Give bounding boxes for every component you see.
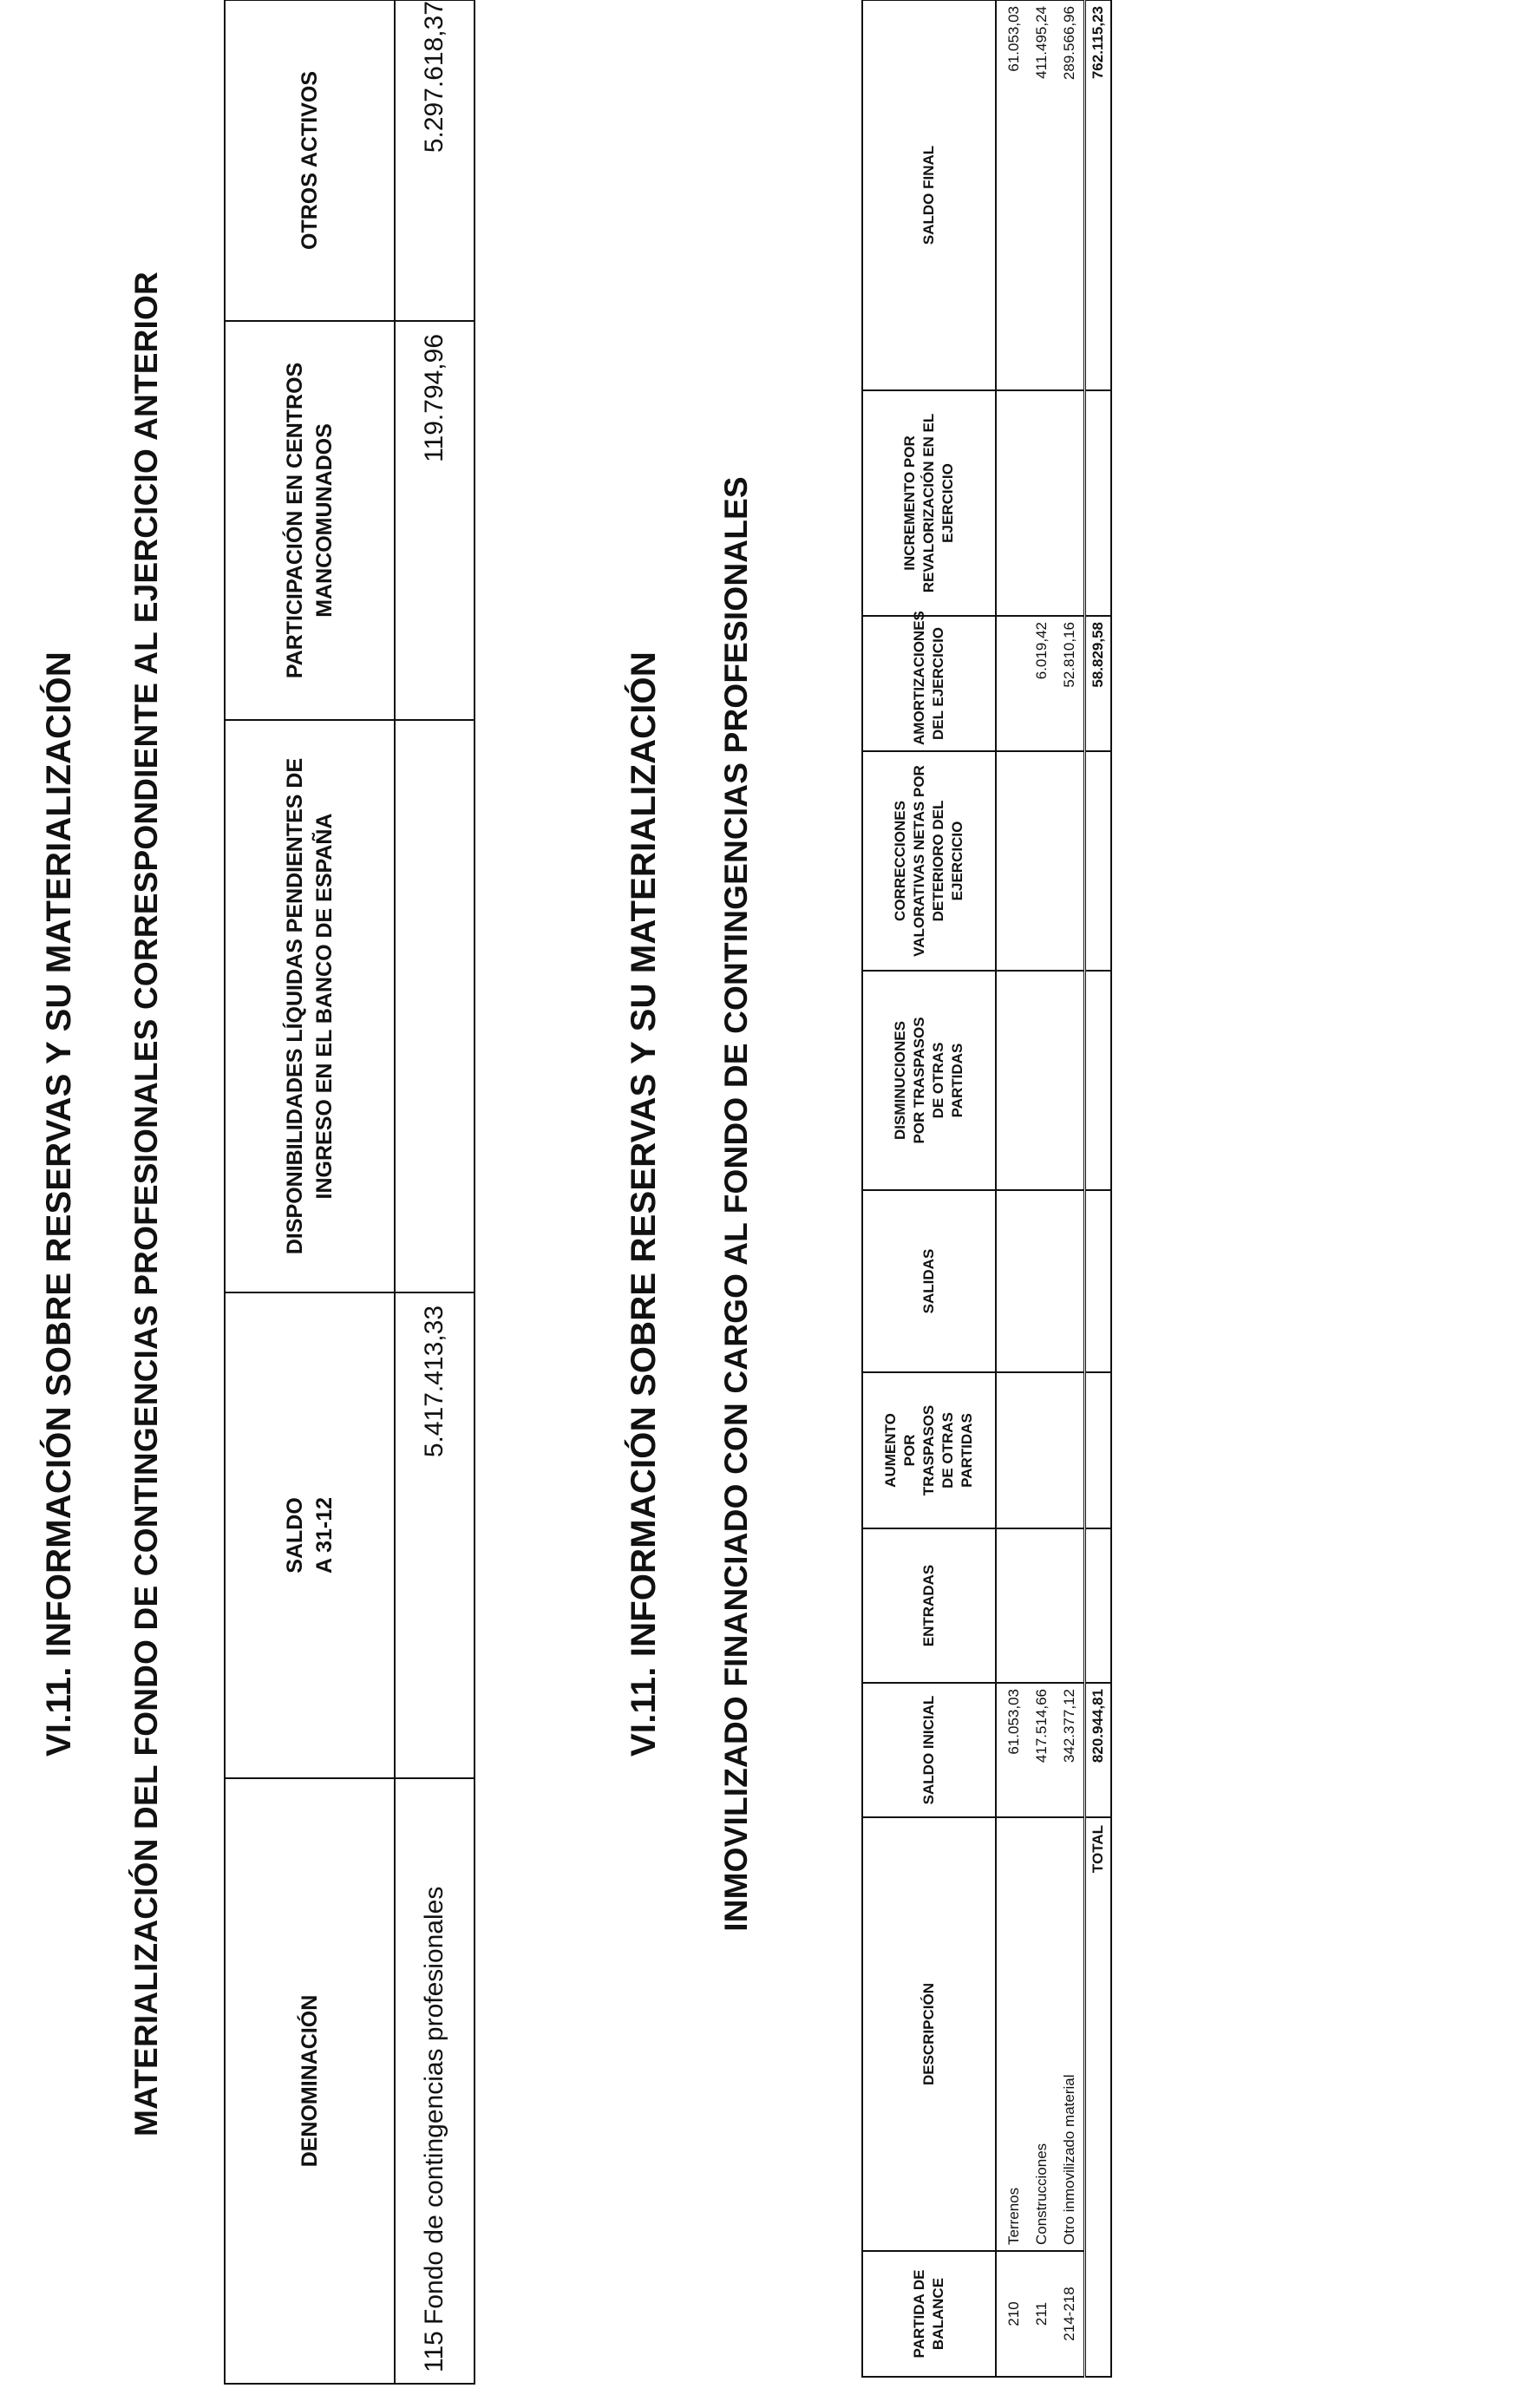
header-correcciones: CORRECCIONES VALORATIVAS NETAS POR DETERIORO DEL EJERCICIO (862, 751, 996, 971)
cell-saldo-inicial: 342.377,12 (1056, 1683, 1085, 1817)
cell-disminuciones (996, 971, 1028, 1190)
section2-subtitle: INMOVILIZADO FINANCIADO CON CARGO AL FONDO DE CONTINGENCIAS PROFESIONALES (718, 476, 754, 1932)
fixed-assets-table (861, 0, 1112, 2378)
section1-title: VI.11. INFORMACIÓN SOBRE RESERVAS Y SU MATERIALIZACIÓN (40, 651, 78, 1757)
row-name: Fondo de contingencias profesionales (395, 1778, 474, 2332)
cell-correcciones (996, 751, 1028, 971)
cell-disminuciones (1028, 971, 1056, 1190)
header-amortizaciones: AMORTIZACIONES DEL EJERCICIO (862, 616, 996, 751)
total-disminuciones (1085, 971, 1112, 1190)
cell-amortizaciones: 52.810,16 (1056, 616, 1085, 751)
total-aumento (1085, 1372, 1112, 1528)
header-saldo-final: SALDO FINAL (862, 0, 996, 390)
header-disminuciones: DISMINUCIONES POR TRASPASOS DE OTRAS PARTIDAS (862, 971, 996, 1190)
cell-disminuciones (1056, 971, 1085, 1190)
cell-saldo-final: 61.053,03 (996, 0, 1028, 390)
total-saldo-inicial: 820.944,81 (1085, 1683, 1112, 1817)
header-otros-activos: OTROS ACTIVOS (225, 0, 395, 321)
header-incremento: INCREMENTO POR REVALORIZACIÓN EN EL EJERCICIO (862, 390, 996, 616)
row-participacion: 119.794,96 (395, 321, 474, 720)
header-disponibilidades: DISPONIBILIDADES LÍQUIDAS PENDIENTES DE INGRESO EN EL BANCO DE ESPAÑA (225, 720, 395, 1292)
cell-descripcion: Construcciones (1028, 1817, 1056, 2251)
cell-entradas (1028, 1528, 1056, 1683)
cell-entradas (996, 1528, 1028, 1683)
row-saldo: 5.417.413,33 (395, 1292, 474, 1778)
total-row (1085, 0, 1112, 2377)
header-saldo: SALDO A 31-12 (225, 1292, 395, 1778)
table-header-row (225, 0, 395, 2384)
cell-aumento (996, 1372, 1028, 1528)
row-disponibilidades (395, 720, 474, 1292)
table-header-row (862, 0, 996, 2377)
cell-entradas (1056, 1528, 1085, 1683)
header-participacion: PARTICIPACIÓN EN CENTROS MANCOMUNADOS (225, 321, 395, 720)
cell-amortizaciones (996, 616, 1028, 751)
header-salidas: SALIDAS (862, 1190, 996, 1372)
cell-partida: 211 (1028, 2251, 1056, 2377)
cell-salidas (996, 1190, 1028, 1372)
total-correcciones (1085, 751, 1112, 971)
table-row (1056, 0, 1085, 2377)
row-code: 115 (395, 2332, 474, 2384)
cell-incremento (1056, 390, 1085, 616)
cell-saldo-final: 411.495,24 (1028, 0, 1056, 390)
cell-salidas (1028, 1190, 1056, 1372)
header-denominacion: DENOMINACIÓN (225, 1778, 395, 2384)
cell-salidas (1056, 1190, 1085, 1372)
header-saldo-inicial: SALDO INICIAL (862, 1683, 996, 1817)
cell-partida: 210 (996, 2251, 1028, 2377)
total-entradas (1085, 1528, 1112, 1683)
cell-partida: 214-218 (1056, 2251, 1085, 2377)
cell-incremento (1028, 390, 1056, 616)
header-partida: PARTIDA DE BALANCE (862, 2251, 996, 2377)
total-amortizaciones: 58.829,58 (1085, 616, 1112, 751)
cell-correcciones (1028, 751, 1056, 971)
table-row (996, 0, 1028, 2377)
table-row (1028, 0, 1056, 2377)
cell-saldo-final: 289.566,96 (1056, 0, 1085, 390)
cell-amortizaciones: 6.019,42 (1028, 616, 1056, 751)
cell-descripcion: Terrenos (996, 1817, 1028, 2251)
cell-correcciones (1056, 751, 1085, 971)
cell-incremento (996, 390, 1028, 616)
header-entradas: ENTRADAS (862, 1528, 996, 1683)
total-incremento (1085, 390, 1112, 616)
header-aumento: AUMENTO POR TRASPASOS DE OTRAS PARTIDAS (862, 1372, 996, 1528)
reserves-materialization-table (224, 0, 475, 2385)
cell-aumento (1028, 1372, 1056, 1528)
cell-aumento (1056, 1372, 1085, 1528)
header-descripcion: DESCRIPCIÓN (862, 1817, 996, 2251)
total-saldo-final: 762.115,23 (1085, 0, 1112, 390)
cell-saldo-inicial: 61.053,03 (996, 1683, 1028, 1817)
section1-subtitle: MATERIALIZACIÓN DEL FONDO DE CONTINGENCIAS PROFESIONALES CORRESPONDIENTE AL EJERCICIO ANTERIOR (128, 272, 164, 2136)
cell-saldo-inicial: 417.514,66 (1028, 1683, 1056, 1817)
total-salidas (1085, 1190, 1112, 1372)
total-label: TOTAL (1085, 1817, 1112, 2251)
row-otros-activos: 5.297.618,37 (395, 0, 474, 321)
section2-title: VI.11. INFORMACIÓN SOBRE RESERVAS Y SU MATERIALIZACIÓN (625, 651, 663, 1757)
cell-descripcion: Otro inmovilizado material (1056, 1817, 1085, 2251)
table-row (395, 0, 474, 2384)
total-spacer (1085, 2251, 1112, 2377)
